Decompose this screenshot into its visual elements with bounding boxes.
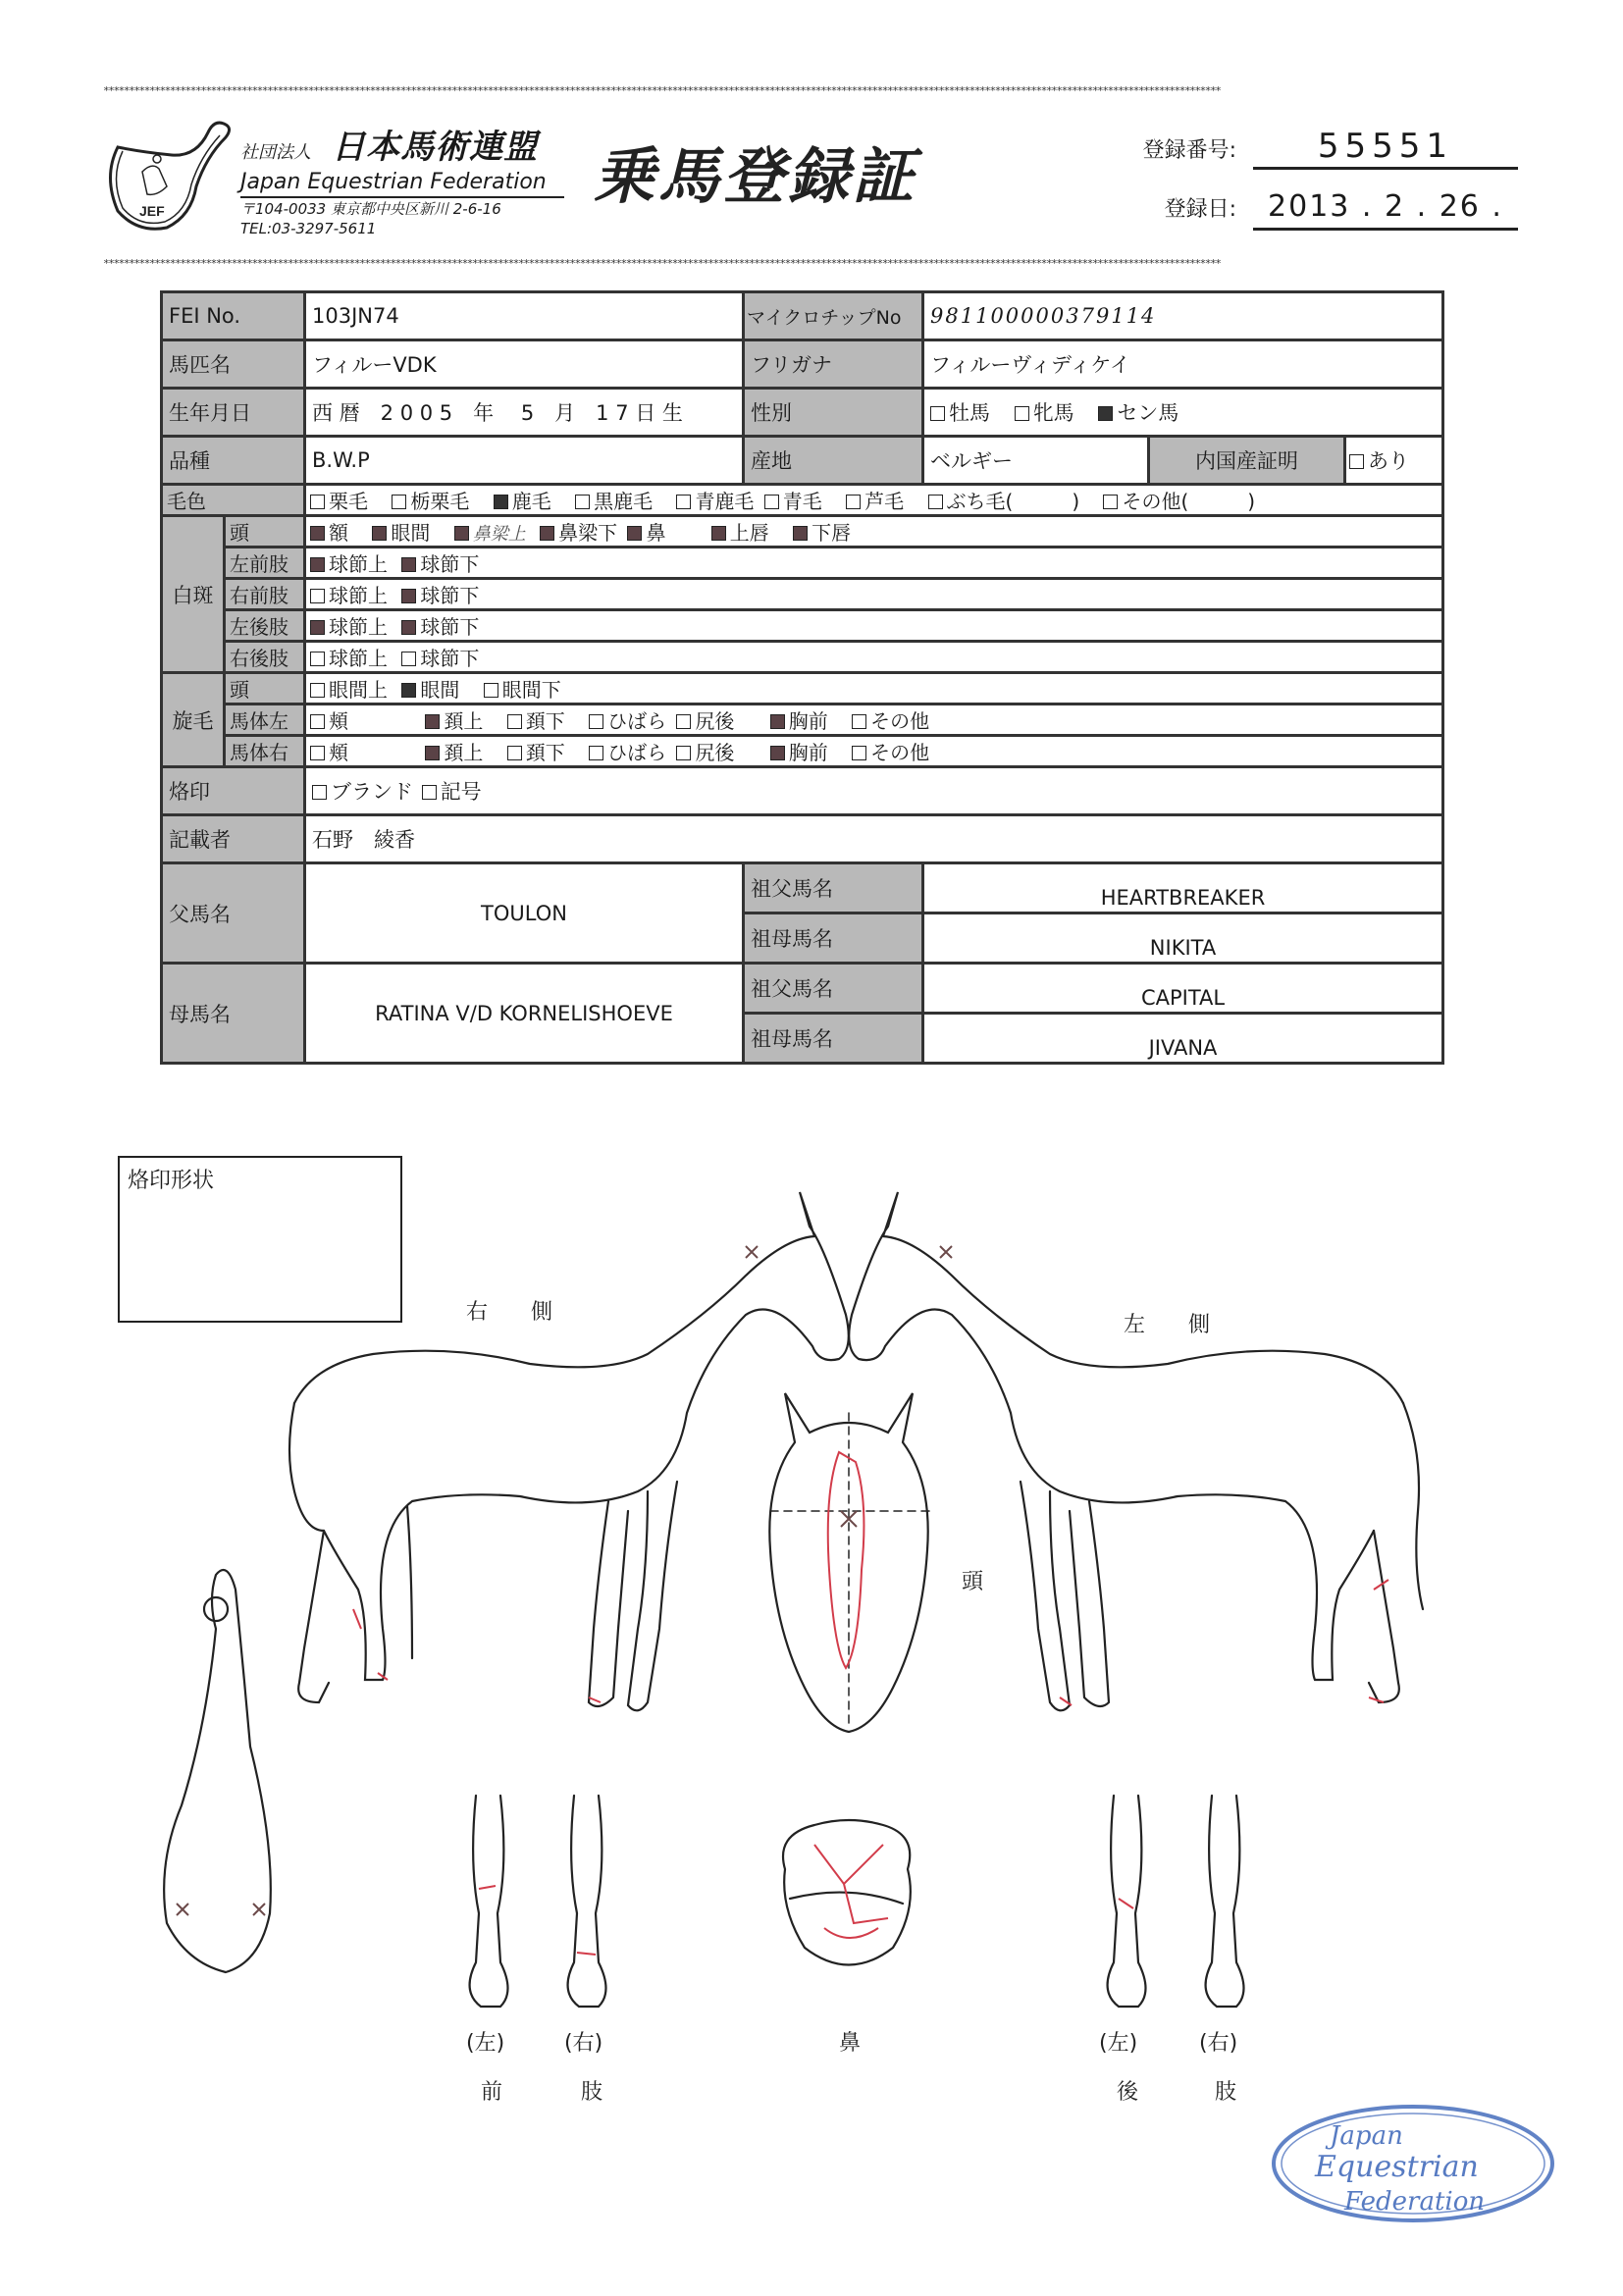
option-label: 胸前 — [788, 741, 828, 764]
whorl-left-upper-neck-checkbox[interactable] — [425, 714, 440, 729]
hindleg-left-icon — [1108, 1796, 1146, 2007]
white-lh-below-fetlock-checkbox[interactable] — [401, 620, 416, 635]
hind-label-2: 肢 — [1215, 2080, 1237, 2105]
option-label: 尻後 — [695, 709, 735, 733]
sire-grandsire-value: HEARTBREAKER — [923, 863, 1443, 913]
option-label: 球節下 — [420, 552, 480, 576]
white-lh-options — [305, 610, 1443, 642]
registration-number-label: 登録番号: — [1142, 138, 1236, 163]
option-label: 球節下 — [420, 647, 480, 670]
white-upper-lip-checkbox[interactable] — [711, 526, 726, 541]
option-label: 球節上 — [329, 552, 388, 576]
registration-date-row — [1119, 186, 1518, 231]
coat-label: 毛色 — [162, 485, 305, 516]
registration-table — [160, 290, 1444, 1065]
white-rf-above-fetlock-checkbox[interactable] — [310, 589, 325, 603]
whorl-part-label: 頭 — [225, 673, 305, 704]
row-sire-grandsire — [162, 863, 1443, 913]
coat-grey-checkbox[interactable] — [846, 495, 861, 509]
option-label: 頬 — [329, 741, 348, 764]
body-top-view-icon — [164, 1570, 271, 1972]
bottom-star-rule: ************************************************************************************************************************************************************************************************************************** — [103, 257, 1221, 270]
registration-number-row — [1119, 126, 1518, 170]
white-forehead-checkbox[interactable] — [310, 526, 325, 541]
coat-other-checkbox[interactable] — [1103, 495, 1118, 509]
foreleg-right-icon — [568, 1796, 606, 2007]
whorl-left-lower-neck-checkbox[interactable] — [507, 714, 522, 729]
coat-options — [305, 485, 1443, 516]
row-brand — [162, 767, 1443, 815]
option-label: 胸前 — [788, 709, 828, 733]
fore-left-paren-label: (左) — [466, 2031, 505, 2056]
whorl-head-options — [305, 673, 1443, 704]
option-label: その他 — [870, 741, 930, 764]
whorl-right-buttock-checkbox[interactable] — [676, 746, 691, 760]
row-dam-grandsire — [162, 964, 1443, 1014]
hind-right-paren-label: (右) — [1199, 2031, 1238, 2056]
option-label: 眼間下 — [501, 678, 561, 702]
whorl-left-cheek-checkbox[interactable] — [310, 714, 325, 729]
white-markings-row-lh — [162, 610, 1443, 642]
sire-granddam-label: 祖母馬名 — [744, 913, 923, 964]
sex-gelding-checkbox[interactable] — [1098, 406, 1113, 421]
white-lower-lip-checkbox[interactable] — [793, 526, 808, 541]
option-label: 球節上 — [329, 647, 388, 670]
sire-value: TOULON — [305, 863, 744, 964]
origin-value: ベルギー — [923, 437, 1149, 485]
whorl-left-buttock-checkbox[interactable] — [676, 714, 691, 729]
white-part-label: 左前肢 — [225, 548, 305, 579]
option-label: 頬 — [329, 709, 348, 733]
brand-options — [305, 767, 1443, 815]
domestic-cert-checkbox[interactable] — [1349, 454, 1364, 469]
head-label: 頭 — [962, 1570, 984, 1594]
hindleg-right-icon — [1206, 1796, 1244, 2007]
row-dob — [162, 389, 1443, 437]
whorls-label: 旋毛 — [162, 673, 225, 767]
white-markings-row-lf — [162, 548, 1443, 579]
white-markings-label: 白斑 — [162, 516, 225, 673]
dam-granddam-label: 祖母馬名 — [744, 1014, 923, 1064]
white-part-label: 頭 — [225, 516, 305, 548]
sex-options — [923, 389, 1443, 437]
hind-left-paren-label: (左) — [1099, 2031, 1138, 2056]
option-label: 眼間上 — [329, 678, 388, 702]
svg-text:JEF: JEF — [139, 203, 165, 219]
option-label: 球節上 — [329, 584, 388, 607]
dam-grandsire-label: 祖父馬名 — [744, 964, 923, 1014]
organization-block — [240, 120, 564, 237]
option-label: ひばら — [607, 709, 667, 733]
svg-text:Federation: Federation — [1344, 2187, 1486, 2217]
sex-mare-checkbox[interactable] — [1015, 406, 1029, 421]
foreleg-left-icon — [470, 1796, 508, 2007]
fei-value: 103JN74 — [305, 292, 744, 340]
whorl-left-options — [305, 704, 1443, 736]
coat-option-label: 栗毛 — [329, 490, 368, 513]
sire-label: 父馬名 — [162, 863, 305, 964]
registration-date-value: 2013 . 2 . 26 . — [1253, 186, 1518, 231]
whorl-right-flank-checkbox[interactable] — [589, 746, 603, 760]
option-label: ブランド — [331, 780, 413, 804]
option-label: 球節下 — [420, 615, 480, 639]
white-lh-above-fetlock-checkbox[interactable] — [310, 620, 325, 635]
sex-label: 性別 — [744, 389, 923, 437]
brand-brand-checkbox[interactable] — [312, 785, 327, 800]
furigana-label: フリガナ — [744, 340, 923, 389]
option-label: 眼間 — [391, 521, 431, 545]
origin-label: 産地 — [744, 437, 923, 485]
svg-text:Japan: Japan — [1330, 2121, 1403, 2151]
brand-label: 烙印 — [162, 767, 305, 815]
whorl-right-lower-neck-checkbox[interactable] — [507, 746, 522, 760]
option-label: 頚上 — [444, 741, 484, 764]
option-label: 頚下 — [525, 709, 565, 733]
hind-label-1: 後 — [1117, 2080, 1139, 2105]
white-upper-nose-checkbox[interactable] — [454, 526, 469, 541]
coat-option-label: ぶち毛( ) — [946, 490, 1080, 513]
coat-black-checkbox[interactable] — [764, 495, 779, 509]
white-lf-options — [305, 548, 1443, 579]
row-recorder — [162, 815, 1443, 863]
sire-granddam-value: NIKITA — [923, 913, 1443, 964]
option-label: 頚上 — [444, 709, 484, 733]
recorder-label: 記載者 — [162, 815, 305, 863]
white-markings-row-rf — [162, 579, 1443, 610]
fore-right-paren-label: (右) — [564, 2031, 603, 2056]
whorl-part-label: 馬体右 — [225, 736, 305, 767]
sex-stallion-checkbox[interactable] — [930, 406, 945, 421]
sire-grandsire-label: 祖父馬名 — [744, 863, 923, 913]
coat-option-label: 青鹿毛 — [695, 490, 755, 513]
dam-grandsire-value: CAPITAL — [923, 964, 1443, 1014]
option-label: ひばら — [607, 741, 667, 764]
brand-shape-label: 烙印形状 — [128, 1169, 215, 1193]
whorl-left-flank-checkbox[interactable] — [589, 714, 603, 729]
registration-number-value: 55551 — [1253, 126, 1518, 170]
whorl-right-chest-checkbox[interactable] — [770, 746, 785, 760]
breed-label: 品種 — [162, 437, 305, 485]
option-label: 鼻 — [646, 521, 666, 545]
sex-mare-label: 牝馬 — [1032, 401, 1074, 425]
brand-shape-box — [118, 1156, 402, 1323]
federation-stamp-icon — [1266, 2100, 1560, 2227]
option-label: 鼻梁下 — [558, 521, 618, 545]
whorl-marks — [177, 1246, 952, 1915]
option-label: 下唇 — [812, 521, 852, 545]
white-head-options — [305, 516, 1443, 548]
white-part-label: 右前肢 — [225, 579, 305, 610]
coat-liver-chestnut-checkbox[interactable] — [392, 495, 406, 509]
right-side-label: 右 側 — [466, 1300, 553, 1325]
microchip-value: 981100000379114 — [923, 292, 1443, 340]
red-markings — [353, 1452, 1388, 1955]
svg-text:Equestrian: Equestrian — [1315, 2150, 1479, 2184]
option-label: 眼間 — [420, 678, 460, 702]
coat-chestnut-checkbox[interactable] — [310, 495, 325, 509]
option-label: 額 — [329, 521, 348, 545]
domestic-cert-option: あり — [1368, 449, 1409, 473]
row-fei — [162, 292, 1443, 340]
sex-stallion-label: 牡馬 — [949, 401, 990, 425]
fei-label: FEI No. — [162, 292, 305, 340]
whorl-right-upper-neck-checkbox[interactable] — [425, 746, 440, 760]
brand-symbol-checkbox[interactable] — [422, 785, 437, 800]
coat-option-label: 芦毛 — [864, 490, 905, 513]
fore-label-2: 肢 — [581, 2080, 603, 2105]
left-side-horse-icon — [849, 1192, 1423, 1710]
sex-gelding-label: セン馬 — [1117, 401, 1179, 425]
domestic-cert-label: 内国産証明 — [1149, 437, 1345, 485]
white-lf-above-fetlock-checkbox[interactable] — [310, 557, 325, 572]
white-between-eyes-checkbox[interactable] — [372, 526, 387, 541]
coat-option-label: 栃栗毛 — [410, 490, 470, 513]
dam-value: RATINA V/D KORNELISHOEVE — [305, 964, 744, 1064]
option-label: その他 — [870, 709, 930, 733]
head-front-view-icon — [769, 1393, 932, 1732]
whorl-part-label: 馬体左 — [225, 704, 305, 736]
furigana-value: フィルーヴィディケイ — [923, 340, 1443, 389]
muzzle-view-icon — [783, 1820, 911, 1965]
registration-date-label: 登録日: — [1164, 197, 1236, 222]
horse-name-label: 馬匹名 — [162, 340, 305, 389]
white-markings-row-head — [162, 516, 1443, 548]
whorl-left-chest-checkbox[interactable] — [770, 714, 785, 729]
dam-granddam-value: JIVANA — [923, 1014, 1443, 1064]
org-address: 〒104-0033 東京都中央区新川 2-6-16 — [240, 200, 501, 218]
whorl-right-cheek-checkbox[interactable] — [310, 746, 325, 760]
option-label: 球節下 — [420, 584, 480, 607]
org-tel: TEL:03-3297-5611 — [240, 220, 377, 237]
coat-pinto-checkbox[interactable] — [928, 495, 943, 509]
coat-dark-bay-checkbox[interactable] — [575, 495, 590, 509]
org-name-ja: 日本馬術連盟 — [332, 128, 539, 167]
whorls-row-head — [162, 673, 1443, 704]
recorder-name: 石野 綾香 — [305, 815, 1443, 863]
white-rh-options — [305, 642, 1443, 673]
jef-logo-icon — [98, 118, 236, 235]
whorl-between-eyes-checkbox[interactable] — [401, 683, 416, 698]
white-markings-row-rh — [162, 642, 1443, 673]
white-rf-options — [305, 579, 1443, 610]
breed-value: B.W.P — [305, 437, 744, 485]
white-nose-checkbox[interactable] — [627, 526, 642, 541]
row-name — [162, 340, 1443, 389]
option-label: 上唇 — [729, 521, 769, 545]
org-prefix: 社団法人 — [240, 142, 311, 163]
dob-label: 生年月日 — [162, 389, 305, 437]
option-label: 尻後 — [695, 741, 735, 764]
coat-option-label: 青毛 — [782, 490, 822, 513]
white-rh-above-fetlock-checkbox[interactable] — [310, 652, 325, 666]
coat-option-label: その他( ) — [1122, 490, 1256, 513]
row-breed — [162, 437, 1443, 485]
handwritten-option-label: 鼻梁上 — [472, 524, 526, 545]
coat-option-label: 黒鹿毛 — [594, 490, 654, 513]
org-name-en: Japan Equestrian Federation — [240, 170, 564, 198]
white-rf-below-fetlock-checkbox[interactable] — [401, 589, 416, 603]
coat-bay-checkbox[interactable] — [494, 495, 508, 509]
whorl-below-eyes-checkbox[interactable] — [484, 683, 498, 698]
option-label: 球節上 — [329, 615, 388, 639]
white-part-label: 右後肢 — [225, 642, 305, 673]
left-side-label: 左 側 — [1124, 1313, 1211, 1337]
whorl-above-eyes-checkbox[interactable] — [310, 683, 325, 698]
white-lower-nose-checkbox[interactable] — [540, 526, 554, 541]
dam-label: 母馬名 — [162, 964, 305, 1064]
dob-value: 西 暦 2 0 0 5 年 5 月 1 7 日 生 — [305, 389, 744, 437]
coat-option-label: 鹿毛 — [511, 490, 551, 513]
option-label: 記号 — [440, 780, 482, 804]
whorl-right-options — [305, 736, 1443, 767]
microchip-label: マイクロチップNo — [744, 292, 923, 340]
whorls-row-left — [162, 704, 1443, 736]
muzzle-label: 鼻 — [839, 2031, 862, 2056]
white-lf-below-fetlock-checkbox[interactable] — [401, 557, 416, 572]
whorls-row-right — [162, 736, 1443, 767]
horse-name-value: フィルーVDK — [305, 340, 744, 389]
top-star-rule: ************************************************************************************************************************************************************************************************************************** — [103, 84, 1221, 97]
option-label: 頚下 — [525, 741, 565, 764]
row-coat — [162, 485, 1443, 516]
fore-label-1: 前 — [481, 2080, 503, 2105]
white-rh-below-fetlock-checkbox[interactable] — [401, 652, 416, 666]
whorl-left-other-checkbox[interactable] — [852, 714, 866, 729]
whorl-right-other-checkbox[interactable] — [852, 746, 866, 760]
document-title: 乗馬登録証 — [594, 140, 918, 212]
white-part-label: 左後肢 — [225, 610, 305, 642]
coat-brown-checkbox[interactable] — [676, 495, 691, 509]
